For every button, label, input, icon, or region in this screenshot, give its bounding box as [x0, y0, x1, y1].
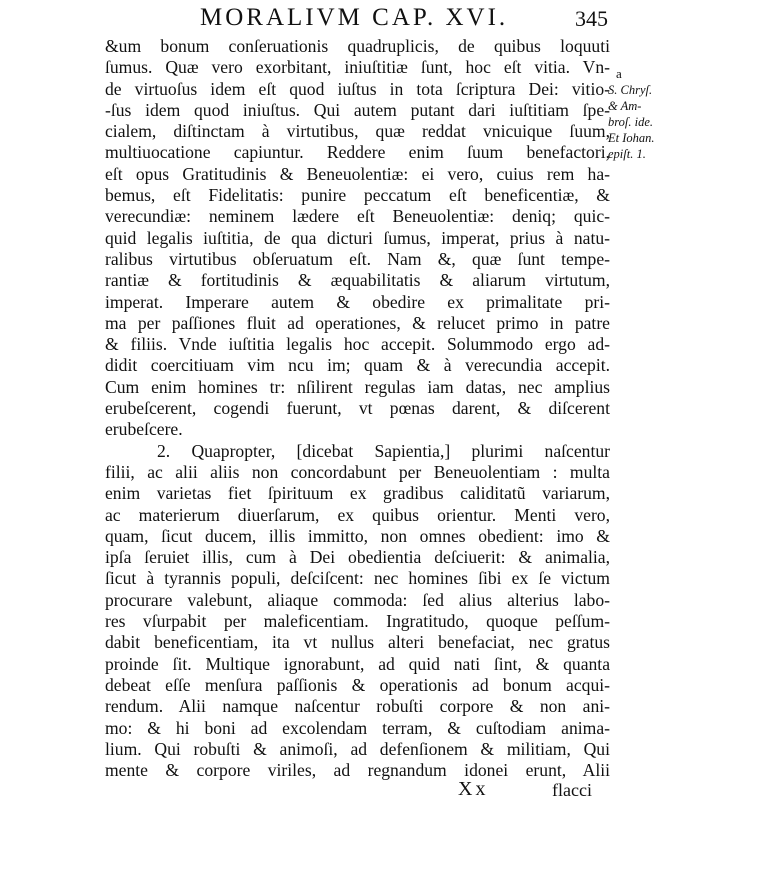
- text-line: multiuocatione capiuntur. Reddere enim ſuum benefactori,: [105, 142, 610, 163]
- running-head: [150, 4, 620, 34]
- marginal-note: Et Iohan.: [608, 131, 655, 145]
- text-line: ſicut à tyrannis populi, deſciſcent: nec homines ſibi ex ſe victum: [105, 568, 610, 589]
- text-line: ſumus. Quæ vero exorbitant, iniuſtitiæ ſunt, hoc eſt vitia. Vn-: [105, 57, 610, 78]
- text-line: ac materierum diuerſarum, ex quibus orientur. Menti vero,: [105, 504, 610, 525]
- marginal-note: broſ. ide.: [608, 115, 654, 129]
- marginal-notes: [608, 66, 688, 162]
- marginal-note: & Am-: [608, 99, 642, 113]
- text-line: didit coercitiuam vim ncu im; quam & à verecundia accepit.: [105, 355, 610, 376]
- text-line: ma per paſſiones fluit ad operationes, & relucet primo in patre: [105, 312, 610, 333]
- text-line: bemus, eſt Fidelitatis: punire peccatum eſt beneficentiæ, &: [105, 185, 610, 206]
- text-line: res vſurpabit per maleficentiam. Ingratitudo, quoque peſſum-: [105, 611, 610, 632]
- text-line: ipſa ſeruiet illis, cum à Dei obedientia deſciuerit: & animalia,: [105, 547, 610, 568]
- text-line: imperat. Imperare autem & obedire ex primalitate pri-: [105, 291, 610, 312]
- text-line: quam, ſicut ducem, illis immitto, non omnes obedient: imo &: [105, 525, 610, 546]
- text-line: filii, ac alii aliis non concordabunt per Beneuolentiam : multa: [105, 461, 610, 482]
- text-line: rantiæ & fortitudinis & æquabilitatis & aliarum virtutum,: [105, 270, 610, 291]
- text-line: Cum enim homines tr: nſilirent regulas iam datas, nec amplius: [105, 376, 610, 397]
- text-line: quid legalis iuſtitia, de qua dicturi ſumus, imperat, prius à natu-: [105, 227, 610, 248]
- paragraph-start: 2. Quapropter, [dicebat Sapientia,] plurimi naſcentur: [157, 440, 610, 461]
- running-title: MORALIVM CAP. XVI.: [200, 4, 509, 31]
- text-line: debeat eſſe menſura paſſionis & operationis ad bonum acqui-: [105, 674, 610, 695]
- text-line: proinde ſit. Multique ignorabunt, ad quid nati ſint, & quanta: [105, 653, 610, 674]
- marginal-note: epiſt. 1.: [608, 147, 646, 161]
- text-line: enim varietas fiet ſpirituum ex gradibus caliditatũ variarum,: [105, 483, 610, 504]
- text-line: verecundiæ: neminem lædere eſt Beneuolentiæ: deniq; quic-: [105, 206, 610, 227]
- text-line: mo: & hi boni ad excolendam terram, & cuſtodiam anima-: [105, 717, 610, 738]
- text-line: & filiis. Vnde iuſtitia legalis hoc accepit. Solummodo ergo ad-: [105, 334, 610, 355]
- text-line: procurare valebunt, aliaque commoda: ſed alius alterius labo-: [105, 589, 610, 610]
- marginal-note-ref: a: [616, 66, 622, 81]
- text-line: erubeſcere.: [105, 419, 183, 440]
- page-number: 345: [575, 6, 608, 31]
- text-line: rendum. Alii namque naſcentur robuſti corpore & non ani-: [105, 696, 610, 717]
- text-line: cialem, diſtinctam à virtutibus, quæ reddat vnicuique ſuum,: [105, 121, 610, 142]
- text-line: eſt opus Gratitudinis & Beneuolentiæ: ei vero, cuius rem ha-: [105, 163, 610, 184]
- text-line: &um bonum conſeruationis quadruplicis, de quibus loquuti: [105, 36, 610, 56]
- text-line: erubeſcerent, cogendi fuerunt, vt pœnas darent, & diſcerent: [105, 398, 610, 419]
- body-text: [105, 36, 610, 781]
- text-line: -ſus idem quod iniuſtus. Qui autem putant dari iuſtitiam ſpe-: [105, 99, 610, 120]
- text-line: ralibus virtutibus obſeruatum eſt. Nam &, quæ ſunt tempe-: [105, 248, 610, 269]
- marginal-note: S. Chryſ.: [608, 83, 653, 97]
- page-footer: [0, 778, 765, 808]
- catchword: flacci: [552, 780, 592, 800]
- signature-mark: Xx: [458, 778, 489, 800]
- text-line: lium. Qui robuſti & animoſi, ad defenſionem & militiam, Qui: [105, 738, 610, 759]
- text-line: de virtuoſus idem eſt quod iuſtus in tota ſcriptura Dei: vitio-: [105, 78, 610, 99]
- text-line: dabit beneficentiam, ita vt nullus alteri benefaciat, nec gratus: [105, 632, 610, 653]
- text-line: mente & corpore viriles, ad regnandum idonei erunt, Alii: [105, 760, 610, 781]
